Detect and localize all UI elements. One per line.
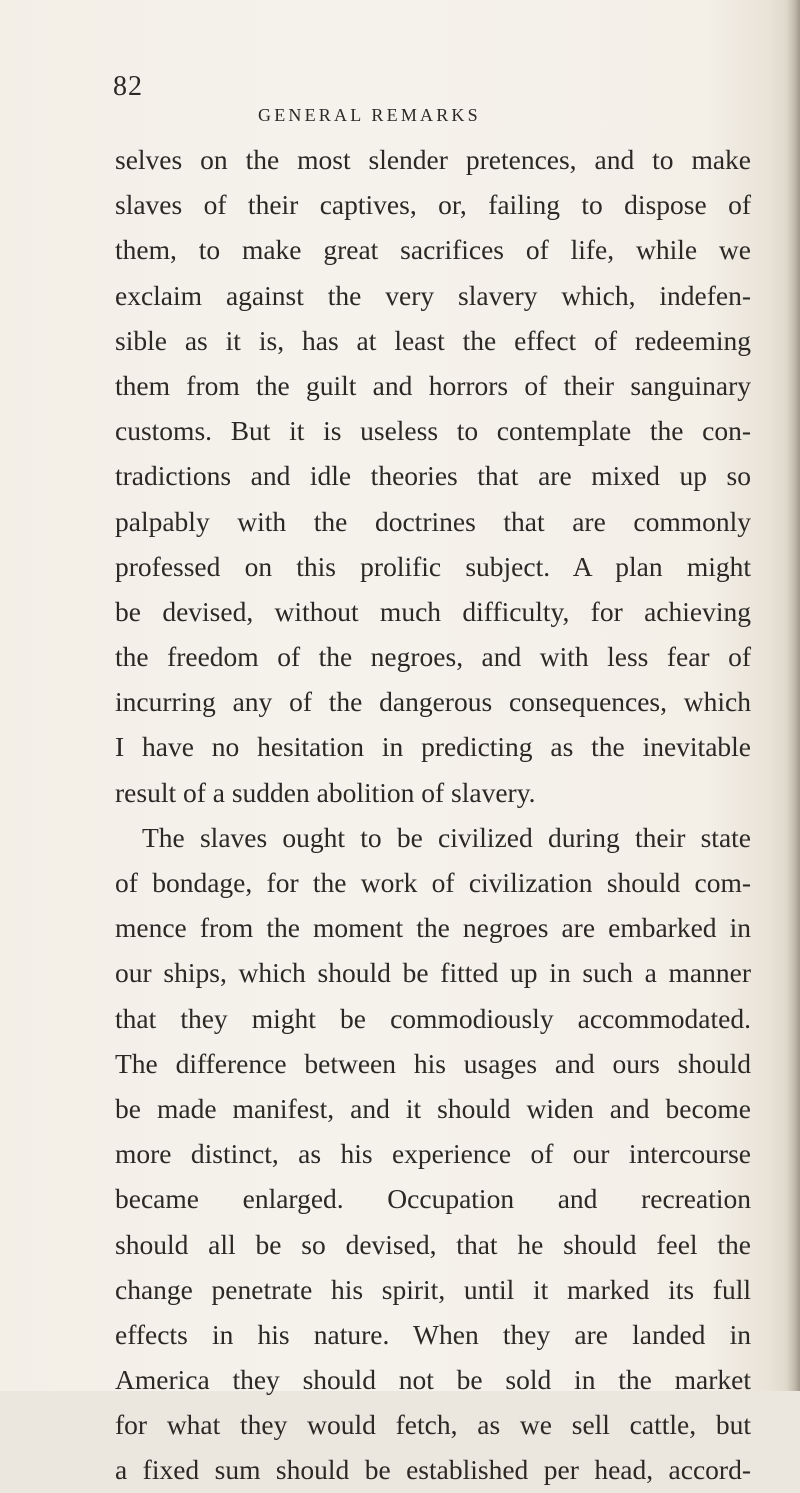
text-line: more distinct, as his experience of our intercourse <box>115 1138 751 1170</box>
paragraph-last-line: result of a sudden abolition of slavery. <box>115 776 536 808</box>
text-line: change penetrate his spirit, until it marked its full <box>115 1273 751 1305</box>
body-text <box>115 137 751 1493</box>
text-line: exclaim against the very slavery which, indefen- <box>115 279 751 311</box>
text-line: them from the guilt and horrors of their sanguinary <box>115 369 751 401</box>
text-line: customs. But it is useless to contemplate the con- <box>115 415 751 447</box>
page-number: 82 <box>113 71 143 102</box>
text-line: that they might be commodiously accommodated. <box>115 1002 751 1034</box>
paragraph-first-line: The slaves ought to be civilized during their state <box>142 821 751 853</box>
text-line: for what they would fetch, as we sell cattle, but <box>115 1409 751 1441</box>
text-line: sible as it is, has at least the effect of redeeming <box>115 324 751 356</box>
text-line: should all be so devised, that he should feel the <box>115 1228 751 1260</box>
text-line: professed on this prolific subject. A plan might <box>115 550 751 582</box>
text-line: the freedom of the negroes, and with less fear of <box>115 641 751 673</box>
text-line: I have no hesitation in predicting as the inevitable <box>115 731 751 763</box>
text-line: slaves of their captives, or, failing to dispose of <box>115 189 751 221</box>
text-line: a fixed sum should be established per head, accord- <box>115 1454 751 1486</box>
text-line: be made manifest, and it should widen and become <box>115 1092 751 1124</box>
text-line: of bondage, for the work of civilization should com- <box>115 867 751 898</box>
text-line: selves on the most slender pretences, and to make <box>115 144 751 175</box>
running-head: GENERAL REMARKS <box>258 105 481 125</box>
text-line: them, to make great sacrifices of life, while we <box>115 234 751 266</box>
page-edge-shadow <box>786 0 800 1391</box>
text-line: incurring any of the dangerous consequences, which <box>115 686 751 718</box>
text-line: became enlarged. Occupation and recreation <box>115 1183 751 1215</box>
text-line: mence from the moment the negroes are embarked in <box>115 912 751 944</box>
text-line: palpably with the doctrines that are commonly <box>115 505 751 537</box>
text-line: The difference between his usages and ours should <box>115 1047 751 1079</box>
text-line: tradictions and idle theories that are mixed up so <box>115 460 751 492</box>
text-line: effects in his nature. When they are landed in <box>115 1318 751 1350</box>
text-line: our ships, which should be fitted up in such a manner <box>115 957 751 989</box>
text-line: be devised, without much difficulty, for achieving <box>115 595 751 627</box>
text-line: America they should not be sold in the market <box>115 1364 751 1396</box>
